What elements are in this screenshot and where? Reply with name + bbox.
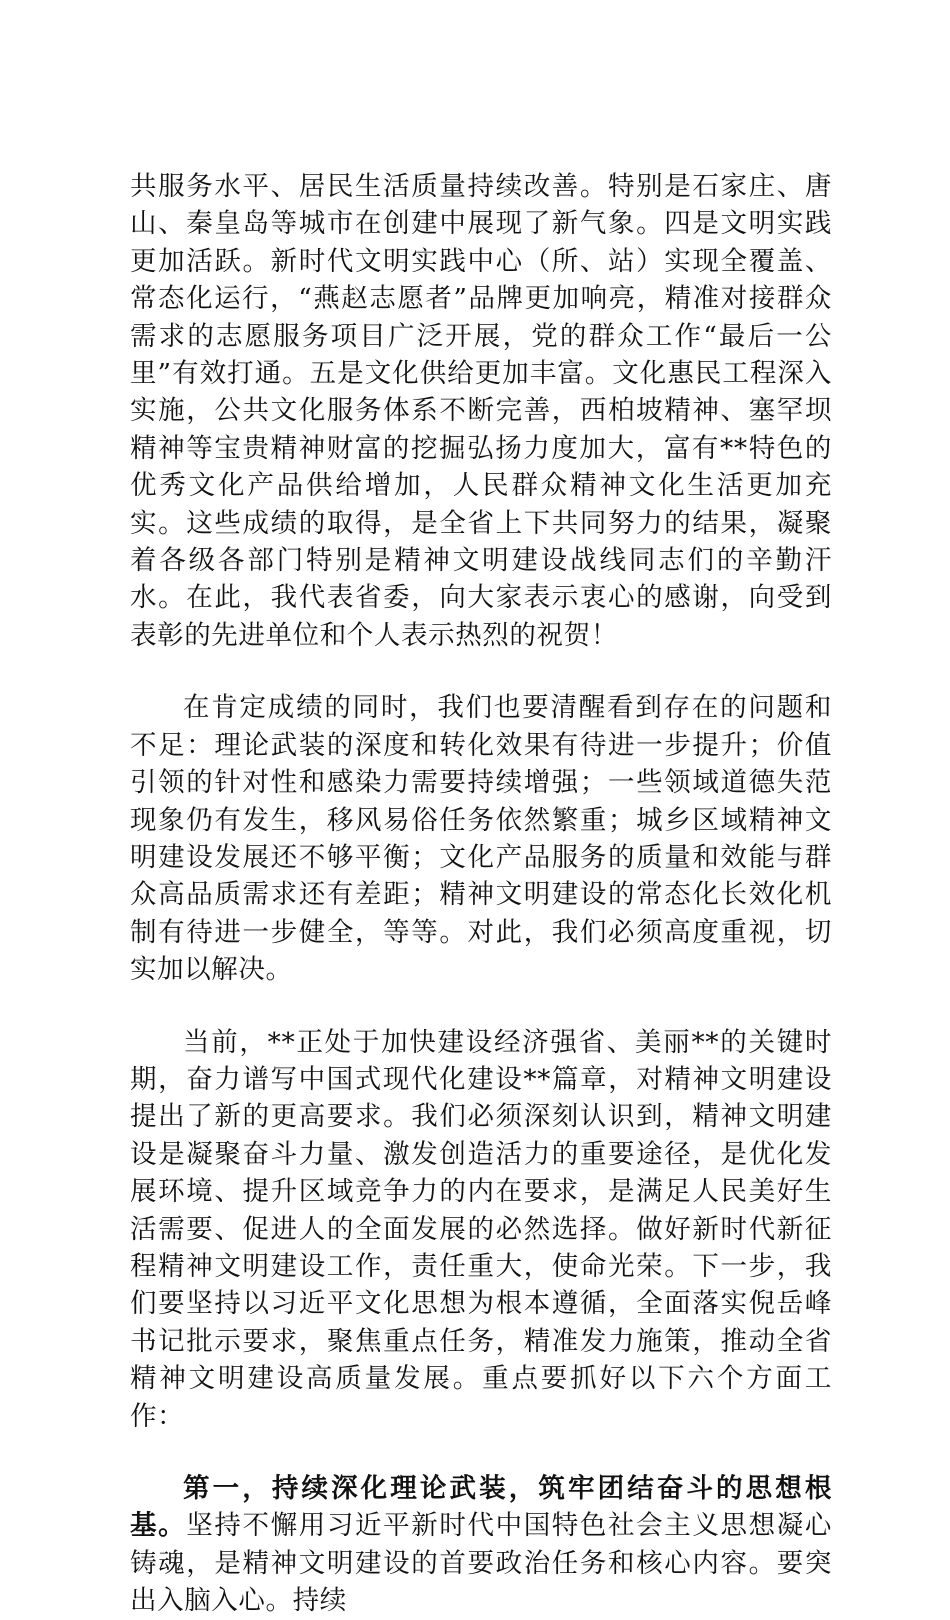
first-task-body: 坚持不懈用习近平新时代中国特色社会主义思想凝心铸魂，是精神文明建设的首要政治任务和核心内容。要突出入脑入心。持续 <box>130 1510 832 1617</box>
paragraph-current-situation: 当前，**正处于加快建设经济强省、美丽**的关键时期，奋力谱写中国式现代化建设**篇章，对精神文明建设提出了新的更高要求。我们必须深刻认识到，精神文明建设是凝聚奋斗力量、激发创造活力的重要途径，是优化发展环境、提升区域竞争力的内在要求，是满足人民美好生活需要、促进人的全面发展的必然选择。做好新时代新征程精神文明建设工作，责任重大，使命光荣。下一步，我们要坚持以习近平文化思想为根本遵循，全面落实倪岳峰书记批示要求，聚焦重点任务，精准发力施策，推动全省精神文明建设高质量发展。重点要抓好以下六个方面工作： <box>130 1026 832 1432</box>
document-page <box>130 168 832 1620</box>
paragraph-first-task <box>130 1470 832 1620</box>
paragraph-problems-and-shortcomings: 在肯定成绩的同时，我们也要清醒看到存在的问题和不足：理论武装的深度和转化效果有待进一步提升；价值引领的针对性和感染力需要持续增强；一些领域道德失范现象仍有发生，移风易俗任务依然繁重；城乡区域精神文明建设发展还不够平衡；文化产品服务的质量和效能与群众高品质需求还有差距；精神文明建设的常态化长效化机制有待进一步健全，等等。对此，我们必须高度重视，切实加以解决。 <box>130 692 832 986</box>
paragraph-achievements-continued: 共服务水平、居民生活质量持续改善。特别是石家庄、唐山、秦皇岛等城市在创建中展现了新气象。四是文明实践更加活跃。新时代文明实践中心（所、站）实现全覆盖、常态化运行，“燕赵志愿者”品牌更加响亮，精准对接群众需求的志愿服务项目广泛开展，党的群众工作“最后一公里”有效打通。五是文化供给更加丰富。文化惠民工程深入实施，公共文化服务体系不断完善，西柏坡精神、塞罕坝精神等宝贵精神财富的挖掘弘扬力度加大，富有**特色的优秀文化产品供给增加，人民群众精神文化生活更加充实。这些成绩的取得，是全省上下共同努力的结果，凝聚着各级各部门特别是精神文明建设战线同志们的辛勤汗水。在此，我代表省委，向大家表示衷心的感谢，向受到表彰的先进单位和个人表示热烈的祝贺！ <box>130 171 832 651</box>
first-task-heading: 第一，持续深化理论武装，筑牢团结奋斗的思想根基。 <box>130 1473 832 1542</box>
